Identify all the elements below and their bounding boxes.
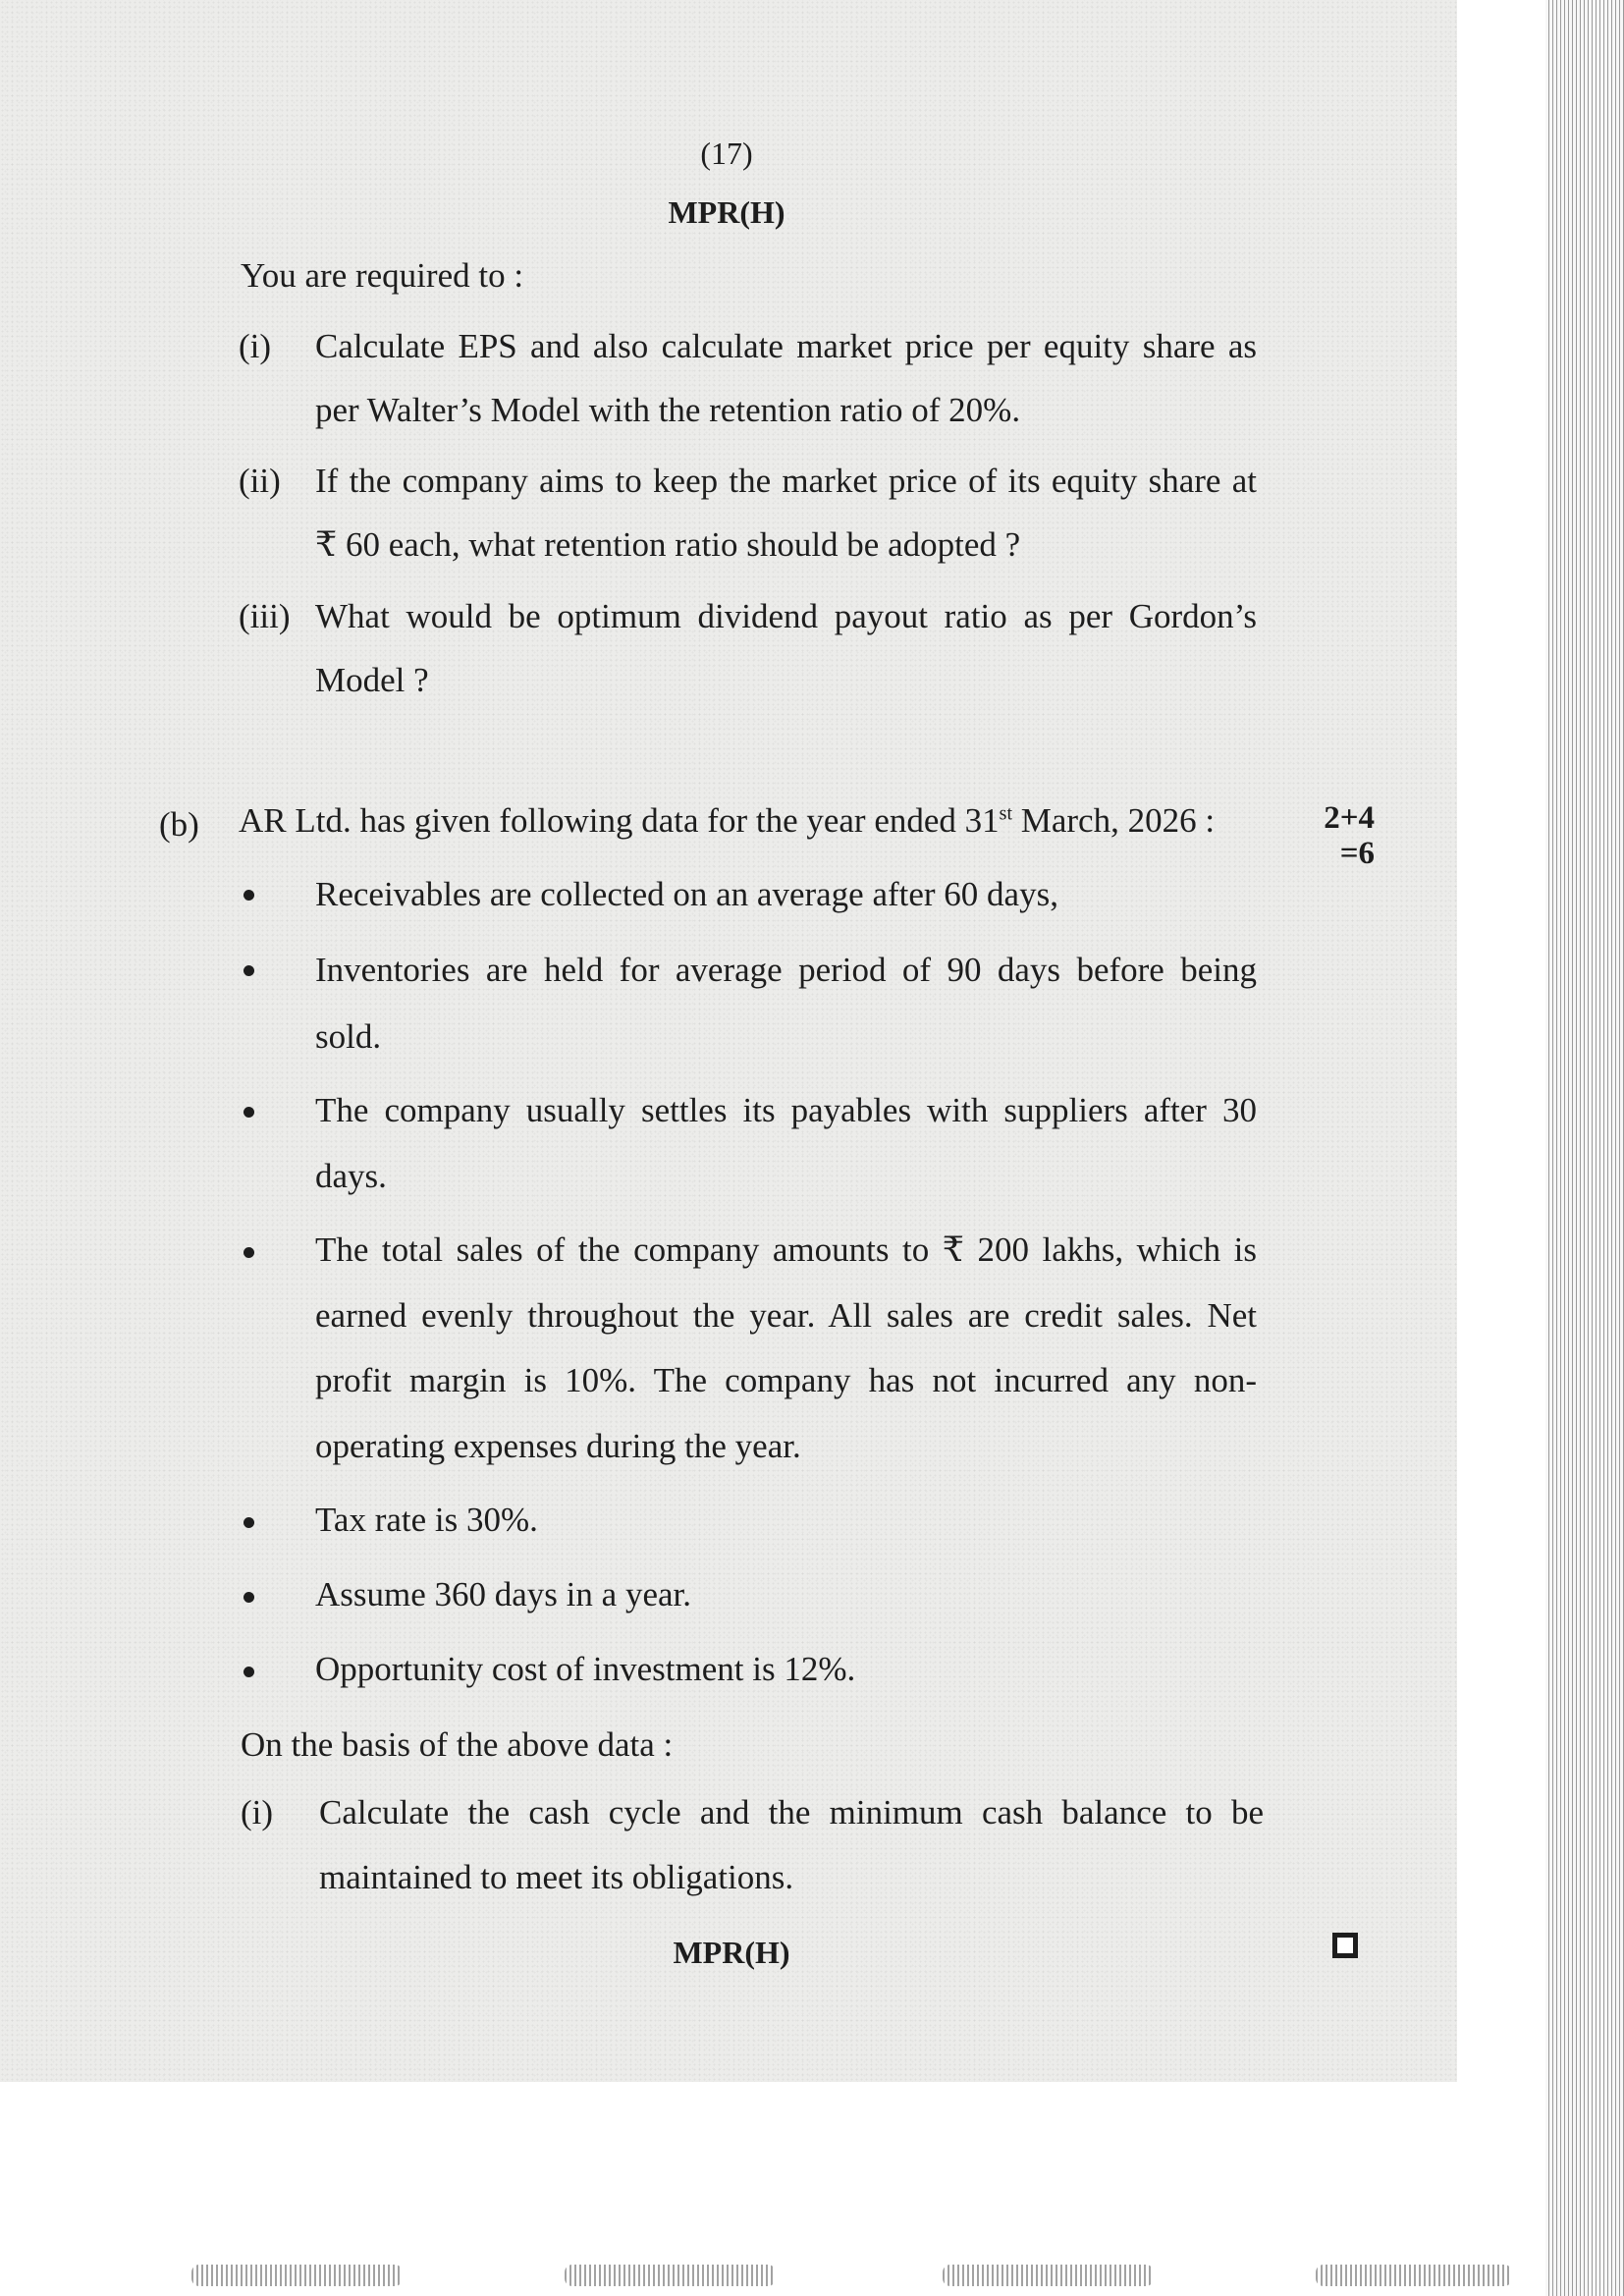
question-b-i-line2: maintained to meet its obligations. — [319, 1858, 794, 1896]
question-a-ii-line2: ₹ 60 each, what retention ratio should be adopted ? — [315, 525, 1021, 564]
question-b-i-number: (i) — [241, 1793, 274, 1831]
scan-artifact — [191, 2265, 403, 2286]
scan-artifact — [565, 2265, 776, 2286]
binding-edge — [1545, 0, 1624, 2296]
bullet-sales-line2: earned evenly throughout the year. All sales are credit sales. Net — [315, 1296, 1257, 1335]
bullet-receivables: Receivables are collected on an average after 60 days, — [315, 875, 1058, 913]
ordinal-superscript: st — [999, 802, 1012, 825]
question-a-iii-line2: Model ? — [315, 661, 429, 699]
question-a-ii-number: (ii) — [239, 462, 281, 500]
continue-marker-icon — [1332, 1933, 1358, 1958]
bullet-dot — [244, 1592, 254, 1603]
bullet-days-in-year: Assume 360 days in a year. — [315, 1575, 691, 1613]
bullet-opportunity-cost: Opportunity cost of investment is 12%. — [315, 1650, 856, 1688]
question-b-intro: AR Ltd. has given following data for the year ended 31st March, 2026 : — [239, 801, 1216, 840]
scan-artifact — [1316, 2265, 1512, 2286]
bullet-payables-line2: days. — [315, 1157, 387, 1195]
bullet-inventories-line2: sold. — [315, 1017, 382, 1056]
required-intro: You are required to : — [241, 256, 524, 295]
marks-line1: 2+4 — [1324, 800, 1375, 836]
bullet-sales-line4: operating expenses during the year. — [315, 1427, 801, 1465]
page-number: (17) — [700, 136, 753, 171]
bullet-sales-line3: profit margin is 10%. The company has not incurred any non- — [315, 1361, 1257, 1399]
bullet-sales-line1: The total sales of the company amounts to ₹ 200 lakhs, which is — [315, 1230, 1257, 1269]
question-a-iii-line1: What would be optimum dividend payout ratio as per Gordon’s — [315, 597, 1257, 635]
question-a-i-line1: Calculate EPS and also calculate market price per equity share as — [315, 327, 1257, 365]
question-b-i-line1: Calculate the cash cycle and the minimum cash balance to be — [319, 1793, 1264, 1831]
bullet-dot — [244, 965, 254, 976]
bullet-tax-rate: Tax rate is 30%. — [315, 1501, 538, 1539]
basis-intro: On the basis of the above data : — [241, 1725, 674, 1764]
bullet-dot — [244, 1667, 254, 1677]
bullet-dot — [244, 890, 254, 901]
bullet-dot — [244, 1517, 254, 1528]
question-a-ii-line1: If the company aims to keep the market price of its equity share at — [315, 462, 1257, 500]
scan-artifact — [943, 2265, 1154, 2286]
marks-line2: =6 — [1339, 836, 1375, 872]
question-b-label: (b) — [159, 805, 199, 844]
page-margin — [1457, 0, 1545, 2296]
paper-code-footer: MPR(H) — [673, 1935, 790, 1970]
question-a-iii-number: (iii) — [239, 597, 291, 635]
question-a-i-line2: per Walter’s Model with the retention ratio of 20%. — [315, 391, 1021, 429]
paper-code-header: MPR(H) — [668, 194, 785, 230]
bullet-payables-line1: The company usually settles its payables with suppliers after 30 — [315, 1091, 1257, 1129]
bullet-dot — [244, 1107, 254, 1118]
marks-allocation — [1306, 800, 1375, 872]
bullet-dot — [244, 1247, 254, 1258]
question-a-i-number: (i) — [239, 327, 272, 365]
bullet-inventories-line1: Inventories are held for average period of 90 days before being — [315, 951, 1257, 989]
